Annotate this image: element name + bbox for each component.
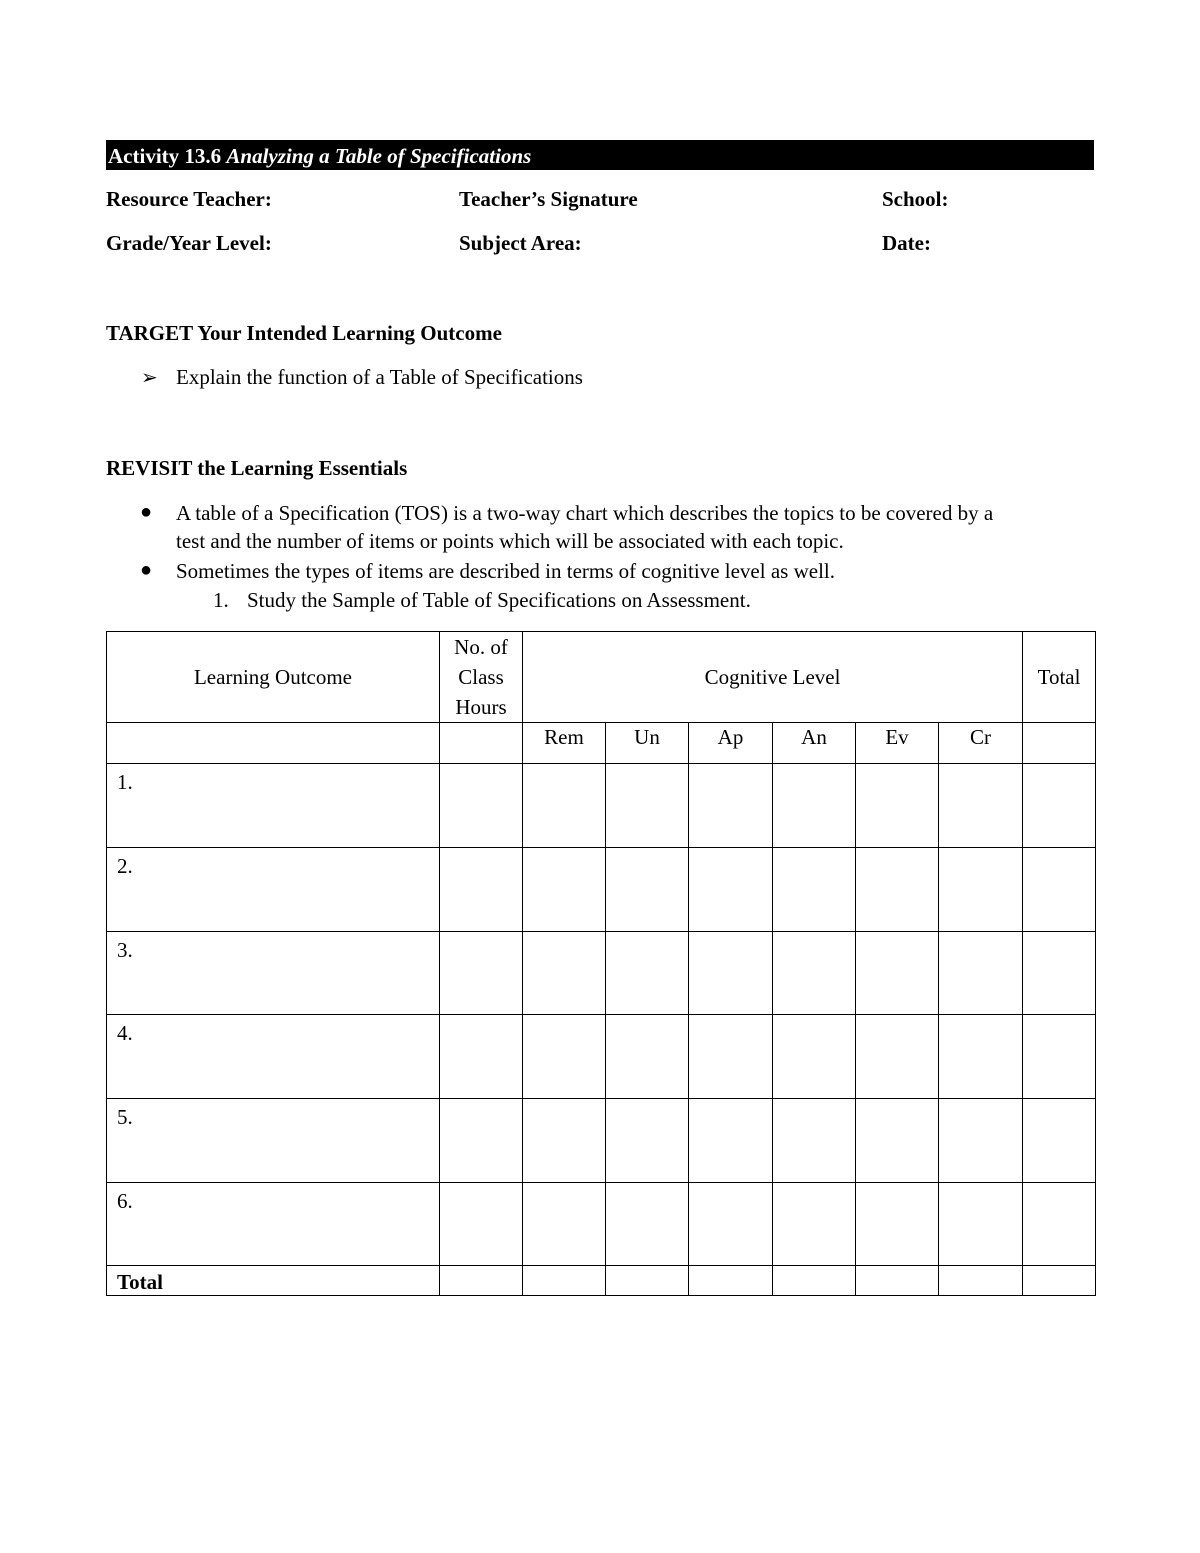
header-learning-outcome: Learning Outcome bbox=[107, 632, 440, 723]
table-cell bbox=[440, 1015, 523, 1099]
table-cell bbox=[773, 1099, 856, 1183]
activity-name: Analyzing a Table of Specifications bbox=[226, 144, 532, 168]
table-cell bbox=[1023, 848, 1096, 932]
table-cell bbox=[856, 1183, 939, 1266]
table-cell bbox=[1023, 723, 1096, 764]
teacher-signature-label: Teacher’s Signature bbox=[459, 187, 638, 211]
level-rem: Rem bbox=[523, 723, 606, 764]
level-ap: Ap bbox=[689, 723, 773, 764]
table-cell bbox=[689, 1183, 773, 1266]
table-cell bbox=[1023, 764, 1096, 848]
total-row-label: Total bbox=[107, 1266, 440, 1296]
table-cell bbox=[523, 848, 606, 932]
table-cell bbox=[523, 1183, 606, 1266]
table-cell bbox=[689, 848, 773, 932]
table-cell bbox=[939, 764, 1023, 848]
table-row bbox=[107, 1015, 1096, 1099]
table-cell bbox=[773, 764, 856, 848]
level-ev: Ev bbox=[856, 723, 939, 764]
table-cell bbox=[606, 1183, 689, 1266]
table-cell bbox=[440, 764, 523, 848]
table-cell bbox=[440, 848, 523, 932]
resource-teacher-label: Resource Teacher: bbox=[106, 187, 272, 211]
revisit-bullet-1-line-1: A table of a Specification (TOS) is a two-way chart which describes the topics to be covered by a bbox=[176, 501, 994, 525]
table-cell bbox=[689, 1266, 773, 1296]
table-cell bbox=[523, 932, 606, 1015]
table-cell bbox=[1023, 1266, 1096, 1296]
table-of-specifications bbox=[106, 631, 1096, 1296]
table-cell bbox=[856, 1015, 939, 1099]
level-an: An bbox=[773, 723, 856, 764]
table-cell bbox=[440, 1099, 523, 1183]
table-row bbox=[107, 1183, 1096, 1266]
header-class-hours-line-2: Class bbox=[458, 665, 504, 689]
table-cell bbox=[440, 1183, 523, 1266]
row-number: 1. bbox=[107, 764, 440, 848]
table-cell bbox=[523, 1099, 606, 1183]
table-cell bbox=[606, 932, 689, 1015]
header-class-hours-line-1: No. of bbox=[454, 635, 508, 659]
table-cell bbox=[606, 848, 689, 932]
table-cell bbox=[856, 1099, 939, 1183]
table-cell bbox=[440, 723, 523, 764]
school-label: School: bbox=[882, 187, 949, 211]
header-cognitive-level: Cognitive Level bbox=[523, 632, 1023, 723]
table-cell bbox=[773, 848, 856, 932]
table-cell bbox=[440, 932, 523, 1015]
table-cell bbox=[689, 1099, 773, 1183]
table-row bbox=[107, 764, 1096, 848]
table-cell bbox=[689, 764, 773, 848]
table-cell bbox=[773, 1183, 856, 1266]
step-number: 1. bbox=[213, 588, 229, 612]
table-cell bbox=[939, 1099, 1023, 1183]
table-row bbox=[107, 1099, 1096, 1183]
level-cr: Cr bbox=[939, 723, 1023, 764]
table-cell bbox=[107, 723, 440, 764]
revisit-bullet-2: Sometimes the types of items are described in terms of cognitive level as well. bbox=[176, 559, 835, 583]
table-cell bbox=[856, 932, 939, 1015]
arrow-bullet-icon: ➢ bbox=[141, 367, 158, 389]
table-cell bbox=[1023, 932, 1096, 1015]
header-class-hours bbox=[440, 632, 523, 723]
table-cell bbox=[856, 764, 939, 848]
table-cell bbox=[773, 1266, 856, 1296]
table-cell bbox=[939, 1015, 1023, 1099]
row-number: 3. bbox=[107, 932, 440, 1015]
bullet-dot-icon: ● bbox=[140, 559, 153, 581]
table-cell bbox=[689, 932, 773, 1015]
table-cell bbox=[773, 932, 856, 1015]
table-row bbox=[107, 932, 1096, 1015]
table-cell bbox=[1023, 1183, 1096, 1266]
row-number: 5. bbox=[107, 1099, 440, 1183]
table-cell bbox=[1023, 1099, 1096, 1183]
level-un: Un bbox=[606, 723, 689, 764]
table-cell bbox=[523, 1015, 606, 1099]
header-total: Total bbox=[1023, 632, 1096, 723]
table-row bbox=[107, 848, 1096, 932]
table-cell bbox=[939, 1266, 1023, 1296]
bullet-dot-icon: ● bbox=[140, 501, 153, 523]
row-number: 4. bbox=[107, 1015, 440, 1099]
total-row bbox=[107, 1266, 1096, 1296]
step-text: Study the Sample of Table of Specifications on Assessment. bbox=[247, 588, 751, 612]
table-cell bbox=[606, 1266, 689, 1296]
table-cell bbox=[606, 1015, 689, 1099]
activity-title-bar bbox=[106, 140, 1094, 170]
activity-number: Activity 13.6 bbox=[108, 144, 222, 168]
grade-level-label: Grade/Year Level: bbox=[106, 231, 272, 255]
table-cell bbox=[939, 1183, 1023, 1266]
revisit-bullet-1-line-2: test and the number of items or points which will be associated with each topic. bbox=[176, 529, 844, 553]
table-cell bbox=[939, 848, 1023, 932]
table-cell bbox=[939, 932, 1023, 1015]
row-number: 2. bbox=[107, 848, 440, 932]
header-class-hours-line-3: Hours bbox=[455, 695, 507, 719]
table-cell bbox=[856, 1266, 939, 1296]
table-cell bbox=[773, 1015, 856, 1099]
table-cell bbox=[523, 1266, 606, 1296]
table-cell bbox=[606, 1099, 689, 1183]
subject-area-label: Subject Area: bbox=[459, 231, 582, 255]
date-label: Date: bbox=[882, 231, 931, 255]
table-cell bbox=[1023, 1015, 1096, 1099]
table-cell bbox=[440, 1266, 523, 1296]
row-number: 6. bbox=[107, 1183, 440, 1266]
table-cell bbox=[523, 764, 606, 848]
revisit-heading: REVISIT the Learning Essentials bbox=[106, 456, 408, 480]
table-cell bbox=[856, 848, 939, 932]
target-heading: TARGET Your Intended Learning Outcome bbox=[106, 321, 502, 345]
table-cell bbox=[606, 764, 689, 848]
target-item: Explain the function of a Table of Specifications bbox=[176, 365, 583, 389]
table-cell bbox=[689, 1015, 773, 1099]
